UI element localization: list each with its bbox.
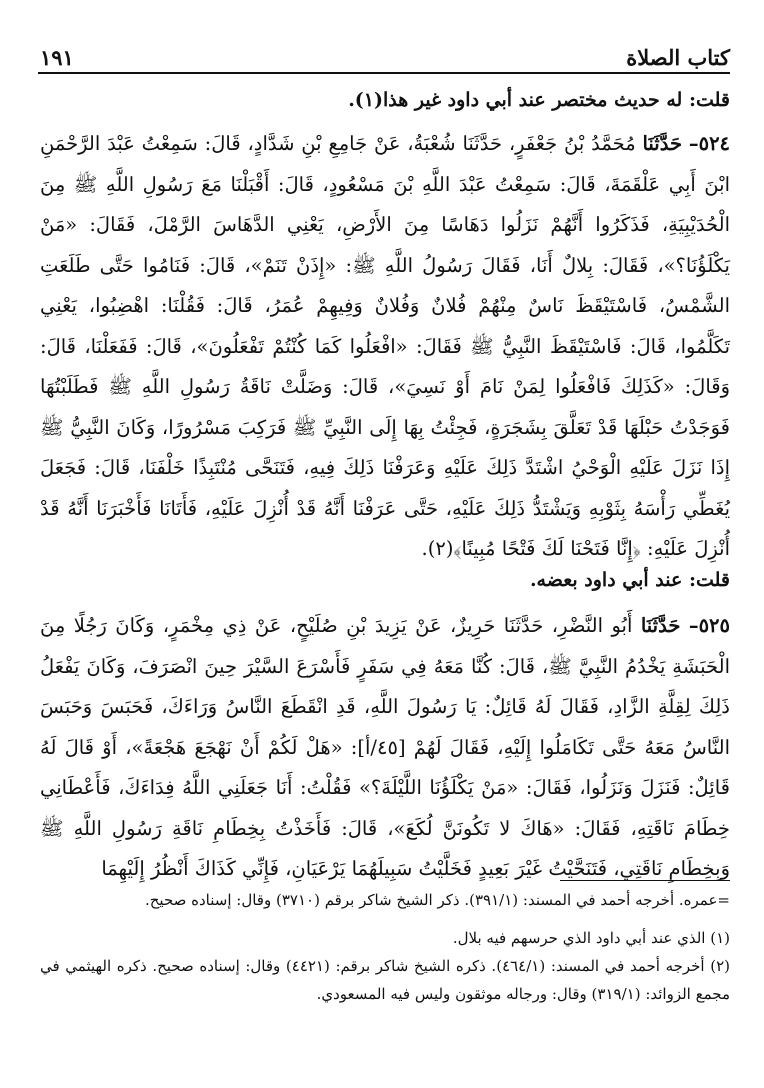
hadith-525-text xyxy=(40,606,730,890)
footnote-rule xyxy=(560,880,730,881)
note-1-block xyxy=(40,84,730,116)
page-number: ١٩١ xyxy=(40,45,74,70)
book-title: كتاب الصلاة xyxy=(626,45,730,70)
hadith-524-body: مُحَمَّدُ بْنُ جَعْفَرٍ، حَدَّثَنَا شُعْبَةُ، عَنْ جَامِعِ بْنِ شَدَّادٍ، قَالَ: سَمِعْتُ عَبْدَ الرَّحْمَنِ ابْنَ أَبِي عَلْقَمَةَ، قَالَ: سَمِعْتُ عَبْدَ اللَّهِ بْنَ مَسْعُودٍ، قَالَ: أَقْبَلْنَا مَعَ رَسُولِ اللَّهِ ﷺ مِنَ الْحُدَيْبِيَةِ، فَذَكَرُوا أَنَّهُمْ نَزَلُوا دَهَاسًا مِنَ الأَرْضِ، يَعْنِي الدَّهَاسَ الرَّمْلَ، فَقَالَ: «مَنْ يَكْلَؤُنَا؟»، فَقَالَ: بِلالٌ أَنَا، فَقَالَ رَسُولُ اللَّهِ ﷺ: «إِذَنْ تَنَمْ»، قَالَ: فَنَامُوا حَتَّى طَلَعَتِ الشَّمْسُ، فَاسْتَيْقَظَ نَاسٌ مِنْهُمْ فُلانٌ وَفُلانٌ وَفِيهِمْ عُمَرُ، قَالَ: فَقُلْنَا: اهْضِبُوا، يَعْنِي تَكَلَّمُوا، قَالَ: فَاسْتَيْقَظَ النَّبِيُّ ﷺ فَقَالَ: «افْعَلُوا كَمَا كُنْتُمْ تَفْعَلُونَ»، قَالَ: فَفَعَلْنَا، قَالَ: وَقَالَ: «كَذَلِكَ فَافْعَلُوا لِمَنْ نَامَ أَوْ نَسِيَ»، قَالَ: وَضَلَّتْ نَاقَةُ رَسُولِ اللَّهِ ﷺ فَطَلَبْتُهَا فَوَجَدْتُ حَبْلَهَا قَدْ تَعَلَّقَ بِشَجَرَةٍ، فَجِئْتُ بِهَا إِلَى النَّبِيِّ ﷺ فَرَكِبَ مَسْرُورًا، وَكَانَ النَّبِيُّ ﷺ إِذَا نَزَلَ عَلَيْهِ الْوَحْيُ اشْتَدَّ ذَلِكَ عَلَيْهِ وَعَرَفْنَا ذَلِكَ فِيهِ، فَتَنَحَّى مُنْتَبِذًا خَلْفَنَا، قَالَ: فَجَعَلَ يُغَطِّي رَأْسَهُ بِثَوْبِهِ وَيَشْتَدُّ ذَلِكَ عَلَيْهِ، حَتَّى عَرَفْنَا أَنَّهُ قَدْ أُنْزِلَ عَلَيْهِ، فَأَتَانَا فَأَخْبَرَنَا أَنَّهُ قَدْ أُنْزِلَ عَلَيْهِ: ﴿إِنَّا فَتَحْنَا لَكَ فَتْحًا مُبِينًا﴾(٢). xyxy=(40,132,730,560)
note-2-block xyxy=(40,564,730,596)
note-2: قلت: عند أبي داود بعضه. xyxy=(529,569,730,591)
page-header xyxy=(40,34,730,70)
header-rule xyxy=(38,72,730,74)
footnotes xyxy=(40,886,730,1008)
hadith-524-lead: حَدَّثَنَا xyxy=(642,132,683,155)
footnote-2: (٢) أخرجه أحمد في المسند: (٤٦٤/١). ذكره الشيخ شاكر برقم: (٤٤٢١) وقال: إسناده صحيح. ذكره الهيثمي في مجمع الزوائد: (٣١٩/١) وقال: ورجاله موثقون وليس فيه المسعودي. xyxy=(40,957,730,1003)
note-1: قلت: له حديث مختصر عند أبي داود غير هذا(١). xyxy=(348,89,730,111)
hadith-525-number: ٥٢٥– xyxy=(688,614,730,637)
hadith-524 xyxy=(40,124,730,570)
hadith-525 xyxy=(40,606,730,890)
hadith-524-number: ٥٢٤– xyxy=(688,132,731,155)
footnote-continued: =عمره. أخرجه أحمد في المسند: (٣٩١/١). ذكر الشيخ شاكر برقم (٣٧١٠) وقال: إسناده صحيح. xyxy=(144,891,730,909)
hadith-525-lead: حَدَّثَنَا xyxy=(640,614,681,637)
hadith-524-text xyxy=(40,124,730,570)
hadith-525-body: أَبُو النَّضْرِ، حَدَّثَنَا حَرِيزٌ، عَنْ يَزِيدَ بْنِ صُلَيْحٍ، عَنْ ذِي مِخْمَرٍ، وَكَانَ رَجُلًا مِنَ الْحَبَشَةِ يَخْدُمُ النَّبِيَّ ﷺ، قَالَ: كُنَّا مَعَهُ فِي سَفَرٍ فَأَسْرَعَ السَّيْرَ حِينَ انْصَرَفَ، وَكَانَ يَفْعَلُ ذَلِكَ لِقِلَّةِ الزَّادِ، فَقَالَ لَهُ قَائِلٌ: يَا رَسُولَ اللَّهِ، قَدِ انْقَطَعَ النَّاسُ وَرَاءَكَ، فَحَبَسَ وَحَبَسَ النَّاسُ مَعَهُ حَتَّى تَكَامَلُوا إِلَيْهِ، فَقَالَ لَهُمْ [٤٥/أ]: «هَلْ لَكُمْ أَنْ نَهْجَعَ هَجْعَةً»، أَوْ قَالَ لَهُ قَائِلٌ: فَنَزَلَ وَنَزَلُوا، فَقَالَ: «مَنْ يَكْلَؤُنَا اللَّيْلَةَ؟» فَقُلْتُ: أَنَا جَعَلَنِي اللَّهُ فِدَاءَكَ، فَأَعْطَانِي خِطَامَ نَاقَتِهِ، فَقَالَ: «هَاكَ لا تَكُونَنَّ لُكَعَ»، قَالَ: فَأَخَذْتُ بِخِطَامِ نَاقَةِ رَسُولِ اللَّهِ ﷺ وَبِخِطَامِ نَاقَتِي، فَتَنَحَّيْتُ غَيْرَ بَعِيدٍ فَخَلَّيْتُ سَبِيلَهُمَا يَرْعَيَانِ، فَإِنِّي كَذَاكَ أَنْظُرُ إِلَيْهِمَا xyxy=(40,614,730,880)
footnote-1: (١) الذي عند أبي داود الذي حرسهم فيه بلال. xyxy=(452,929,730,947)
